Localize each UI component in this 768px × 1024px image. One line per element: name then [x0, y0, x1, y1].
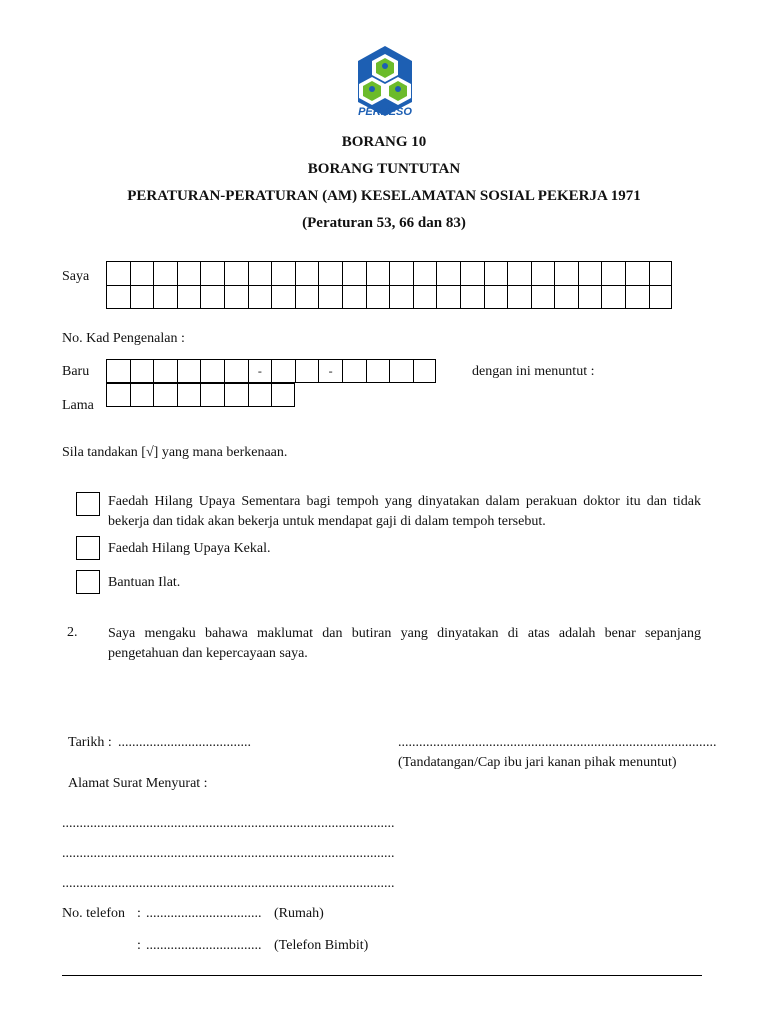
name-char-box[interactable]	[460, 285, 484, 309]
ic-new-char-box[interactable]	[200, 359, 224, 383]
ic-new-char-box[interactable]	[130, 359, 154, 383]
ic-old-grid[interactable]	[106, 383, 295, 407]
name-char-box[interactable]	[625, 285, 649, 309]
name-char-box[interactable]	[389, 285, 413, 309]
ic-old-char-box[interactable]	[130, 383, 154, 407]
signature-caption: (Tandatangan/Cap ibu jari kanan pihak menuntut)	[398, 755, 677, 770]
ic-old-char-box[interactable]	[271, 383, 295, 407]
declaration-number: 2.	[67, 625, 78, 640]
name-char-box[interactable]	[342, 285, 366, 309]
ic-new-char-box[interactable]	[177, 359, 201, 383]
name-char-box[interactable]	[224, 261, 248, 285]
phone-mobile-label: (Telefon Bimbit)	[274, 938, 369, 953]
name-char-box[interactable]	[106, 261, 130, 285]
name-char-box[interactable]	[436, 285, 460, 309]
claim-text: dengan ini menuntut :	[472, 364, 595, 379]
name-char-box[interactable]	[531, 285, 555, 309]
name-char-box[interactable]	[554, 261, 578, 285]
ic-old-char-box[interactable]	[248, 383, 272, 407]
name-char-box[interactable]	[224, 285, 248, 309]
ic-separator[interactable]: -	[248, 359, 272, 383]
name-char-box[interactable]	[106, 285, 130, 309]
name-char-box[interactable]	[295, 261, 319, 285]
phone-label: No. telefon	[62, 906, 125, 921]
name-char-box[interactable]	[200, 261, 224, 285]
name-char-box[interactable]	[342, 261, 366, 285]
name-char-box[interactable]	[649, 261, 673, 285]
form-title: BORANG TUNTUTAN	[307, 161, 461, 177]
name-char-box[interactable]	[366, 261, 390, 285]
ic-new-char-box[interactable]	[389, 359, 413, 383]
perkeso-logo	[352, 44, 418, 124]
name-char-box[interactable]	[295, 285, 319, 309]
ic-old-label: Lama	[62, 398, 94, 413]
ic-old-char-box[interactable]	[224, 383, 248, 407]
name-char-box[interactable]	[507, 285, 531, 309]
ic-new-char-box[interactable]	[366, 359, 390, 383]
name-char-box[interactable]	[389, 261, 413, 285]
ic-new-char-box[interactable]	[153, 359, 177, 383]
name-char-box[interactable]	[153, 285, 177, 309]
name-char-box[interactable]	[601, 285, 625, 309]
date-field[interactable]: ......................................	[118, 735, 251, 750]
address-line-1[interactable]: ...............................................................................................	[62, 816, 395, 831]
name-char-box[interactable]	[413, 261, 437, 285]
name-char-box[interactable]	[484, 261, 508, 285]
phone-home-field[interactable]: .................................	[146, 906, 262, 921]
regulation-title: PERATURAN-PERATURAN (AM) KESELAMATAN SOSIAL PEKERJA 1971	[127, 188, 641, 204]
name-char-box[interactable]	[200, 285, 224, 309]
name-char-box[interactable]	[153, 261, 177, 285]
name-char-box[interactable]	[531, 261, 555, 285]
ic-new-label: Baru	[62, 364, 90, 379]
phone-home-label: (Rumah)	[274, 906, 324, 921]
name-char-box[interactable]	[436, 261, 460, 285]
name-char-box[interactable]	[413, 285, 437, 309]
logo-text: PERKESO	[358, 106, 412, 118]
ic-new-grid[interactable]	[106, 359, 436, 383]
phone-home-colon: :	[137, 906, 141, 921]
date-label: Tarikh :	[68, 735, 112, 750]
address-line-3[interactable]: ...............................................................................................	[62, 876, 395, 891]
name-char-box[interactable]	[366, 285, 390, 309]
form-number: BORANG 10	[341, 134, 427, 150]
name-char-box[interactable]	[318, 261, 342, 285]
checkbox-invalidity-assistance[interactable]	[76, 570, 100, 594]
name-char-box[interactable]	[484, 285, 508, 309]
name-char-box[interactable]	[248, 261, 272, 285]
name-char-box[interactable]	[318, 285, 342, 309]
option-temporary-disablement: Faedah Hilang Upaya Sementara bagi tempoh yang dinyatakan dalam perakuan doktor itu dan tidak bekerja dan tidak akan bekerja untuk mendapat gaji di dalam tempoh tersebut.	[108, 494, 701, 529]
name-char-box[interactable]	[271, 285, 295, 309]
option-permanent-disablement: Faedah Hilang Upaya Kekal.	[108, 541, 271, 556]
declaration-text: Saya mengaku bahawa maklumat dan butiran yang dinyatakan di atas adalah benar sepanjang pengetahuan dan kepercayaan saya.	[108, 626, 701, 661]
name-char-box[interactable]	[578, 261, 602, 285]
name-char-box[interactable]	[578, 285, 602, 309]
address-line-2[interactable]: ...............................................................................................	[62, 846, 395, 861]
checkbox-temporary-disablement[interactable]	[76, 492, 100, 516]
regulation-reference: (Peraturan 53, 66 dan 83)	[302, 215, 466, 231]
name-char-box[interactable]	[507, 261, 531, 285]
ic-new-char-box[interactable]	[106, 359, 130, 383]
name-input-grid[interactable]	[106, 261, 672, 309]
instruction-text: Sila tandakan [√] yang mana berkenaan.	[62, 445, 288, 460]
name-char-box[interactable]	[248, 285, 272, 309]
name-char-box[interactable]	[177, 261, 201, 285]
phone-mobile-field[interactable]: .................................	[146, 938, 262, 953]
bottom-divider	[62, 975, 702, 976]
name-char-box[interactable]	[601, 261, 625, 285]
ic-new-char-box[interactable]	[224, 359, 248, 383]
name-char-box[interactable]	[625, 261, 649, 285]
name-char-box[interactable]	[554, 285, 578, 309]
name-label: Saya	[62, 269, 90, 284]
name-char-box[interactable]	[460, 261, 484, 285]
address-label: Alamat Surat Menyurat :	[68, 776, 208, 791]
ic-separator[interactable]: -	[318, 359, 342, 383]
ic-old-char-box[interactable]	[153, 383, 177, 407]
checkbox-permanent-disablement[interactable]	[76, 536, 100, 560]
ic-old-char-box[interactable]	[177, 383, 201, 407]
phone-mobile-colon: :	[137, 938, 141, 953]
name-char-box[interactable]	[130, 261, 154, 285]
name-char-box[interactable]	[177, 285, 201, 309]
name-char-box[interactable]	[649, 285, 673, 309]
ic-old-char-box[interactable]	[200, 383, 224, 407]
ic-new-char-box[interactable]	[413, 359, 437, 383]
ic-new-char-box[interactable]	[342, 359, 366, 383]
ic-label: No. Kad Pengenalan :	[62, 331, 185, 346]
name-char-box[interactable]	[271, 261, 295, 285]
signature-field[interactable]: ...........................................................................................	[398, 735, 717, 750]
ic-new-char-box[interactable]	[295, 359, 319, 383]
ic-new-char-box[interactable]	[271, 359, 295, 383]
ic-old-char-box[interactable]	[106, 383, 130, 407]
name-char-box[interactable]	[130, 285, 154, 309]
option-invalidity-assistance: Bantuan Ilat.	[108, 575, 181, 590]
